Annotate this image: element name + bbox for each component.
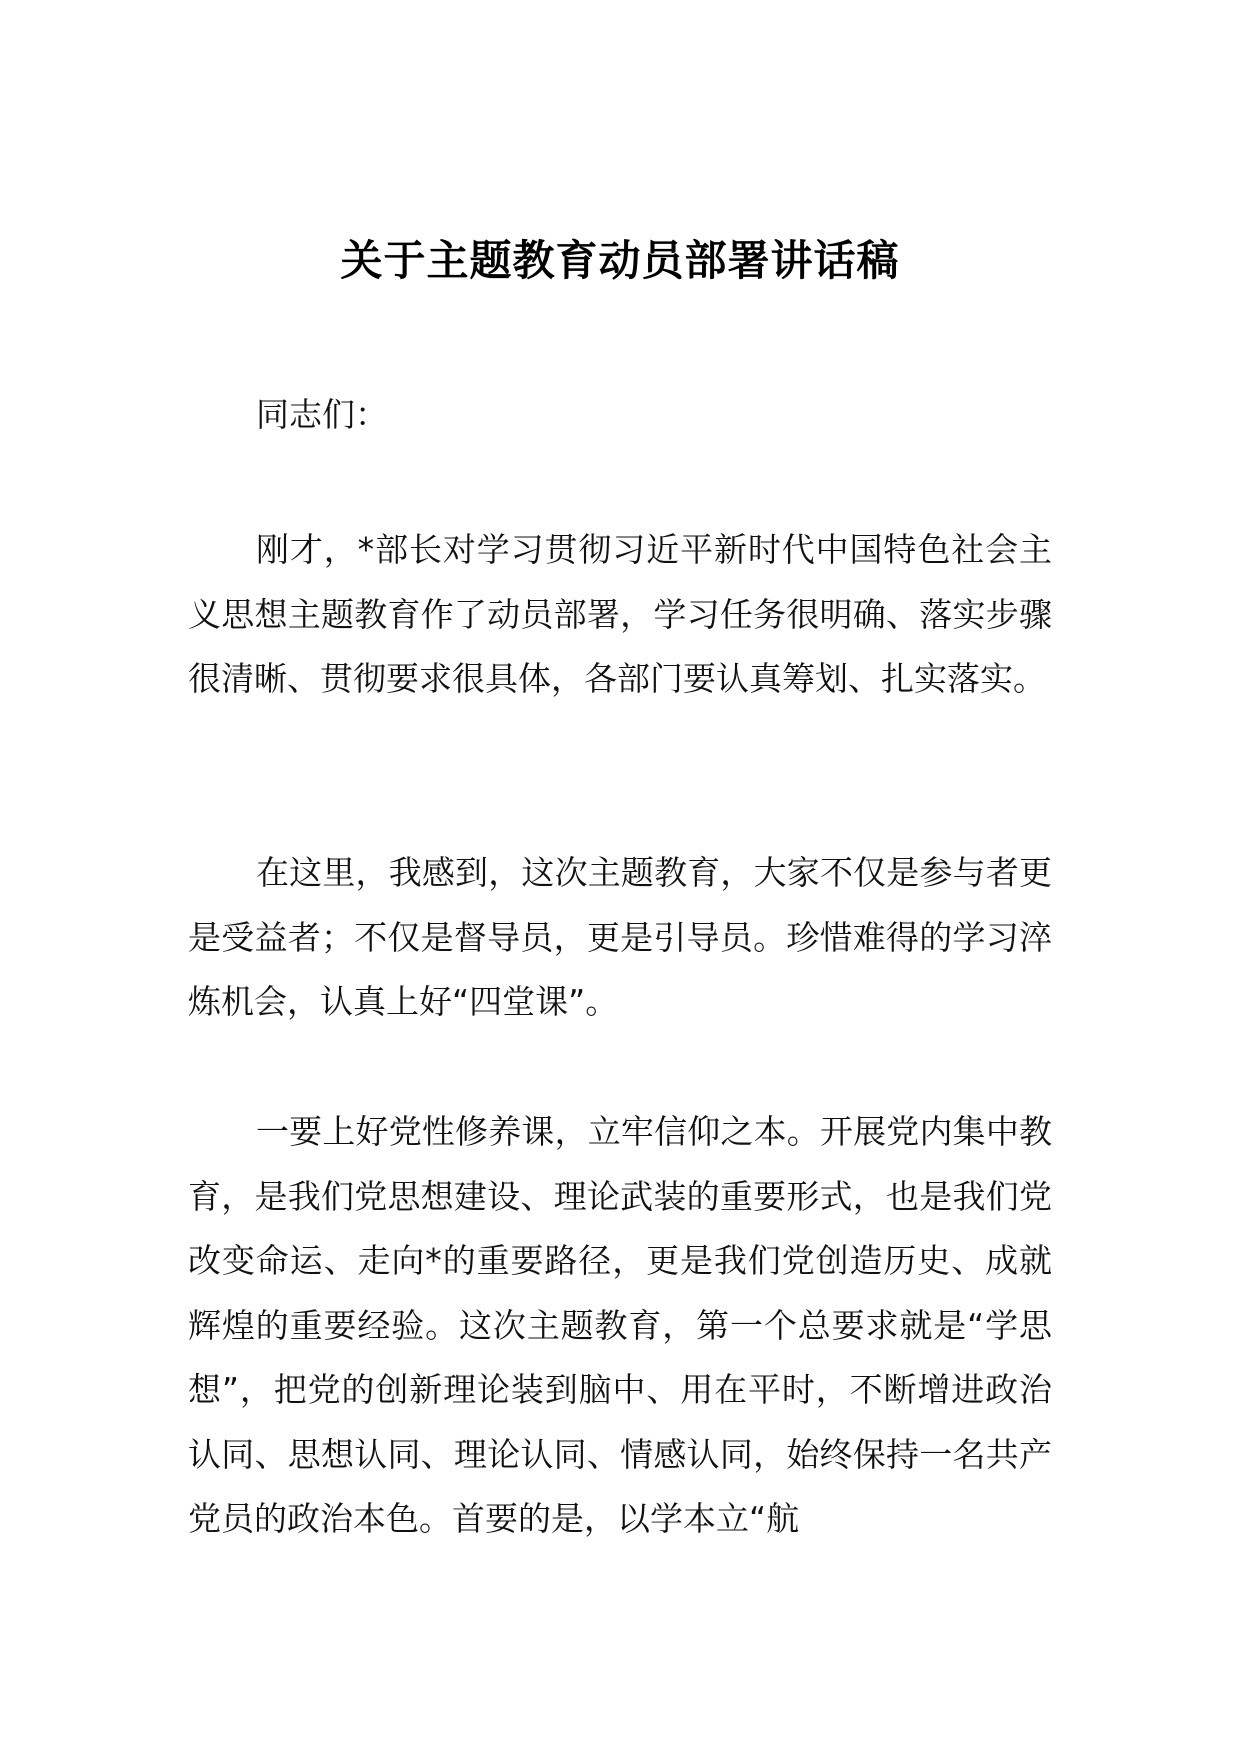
document-title: 关于主题教育动员部署讲话稿 [340, 236, 900, 286]
paragraph-3: 一要上好党性修养课，立牢信仰之本。开展党内集中教育，是我们党思想建设、理论武装的重要形式，也是我们党改变命运、走向*的重要路径，更是我们党创造历史、成就辉煌的重要经验。这次主题教育，第一个总要求就是“学思想”，把党的创新理论装到脑中、用在平时，不断增进政治认同、思想认同、理论认同、情感认同，始终保持一名共产党员的政治本色。首要的是，以学本立“航 [188, 1112, 1052, 1538]
paragraph-2: 在这里，我感到，这次主题教育，大家不仅是参与者更是受益者；不仅是督导员，更是引导员。珍惜难得的学习淬炼机会，认真上好“四堂课”。 [188, 853, 1052, 1021]
salutation: 同志们： [256, 395, 388, 434]
paragraph-1: 刚才，*部长对学习贯彻习近平新时代中国特色社会主义思想主题教育作了动员部署，学习任务很明确、落实步骤很清晰、贯彻要求很具体，各部门要认真筹划、扎实落实。 [188, 530, 1052, 698]
